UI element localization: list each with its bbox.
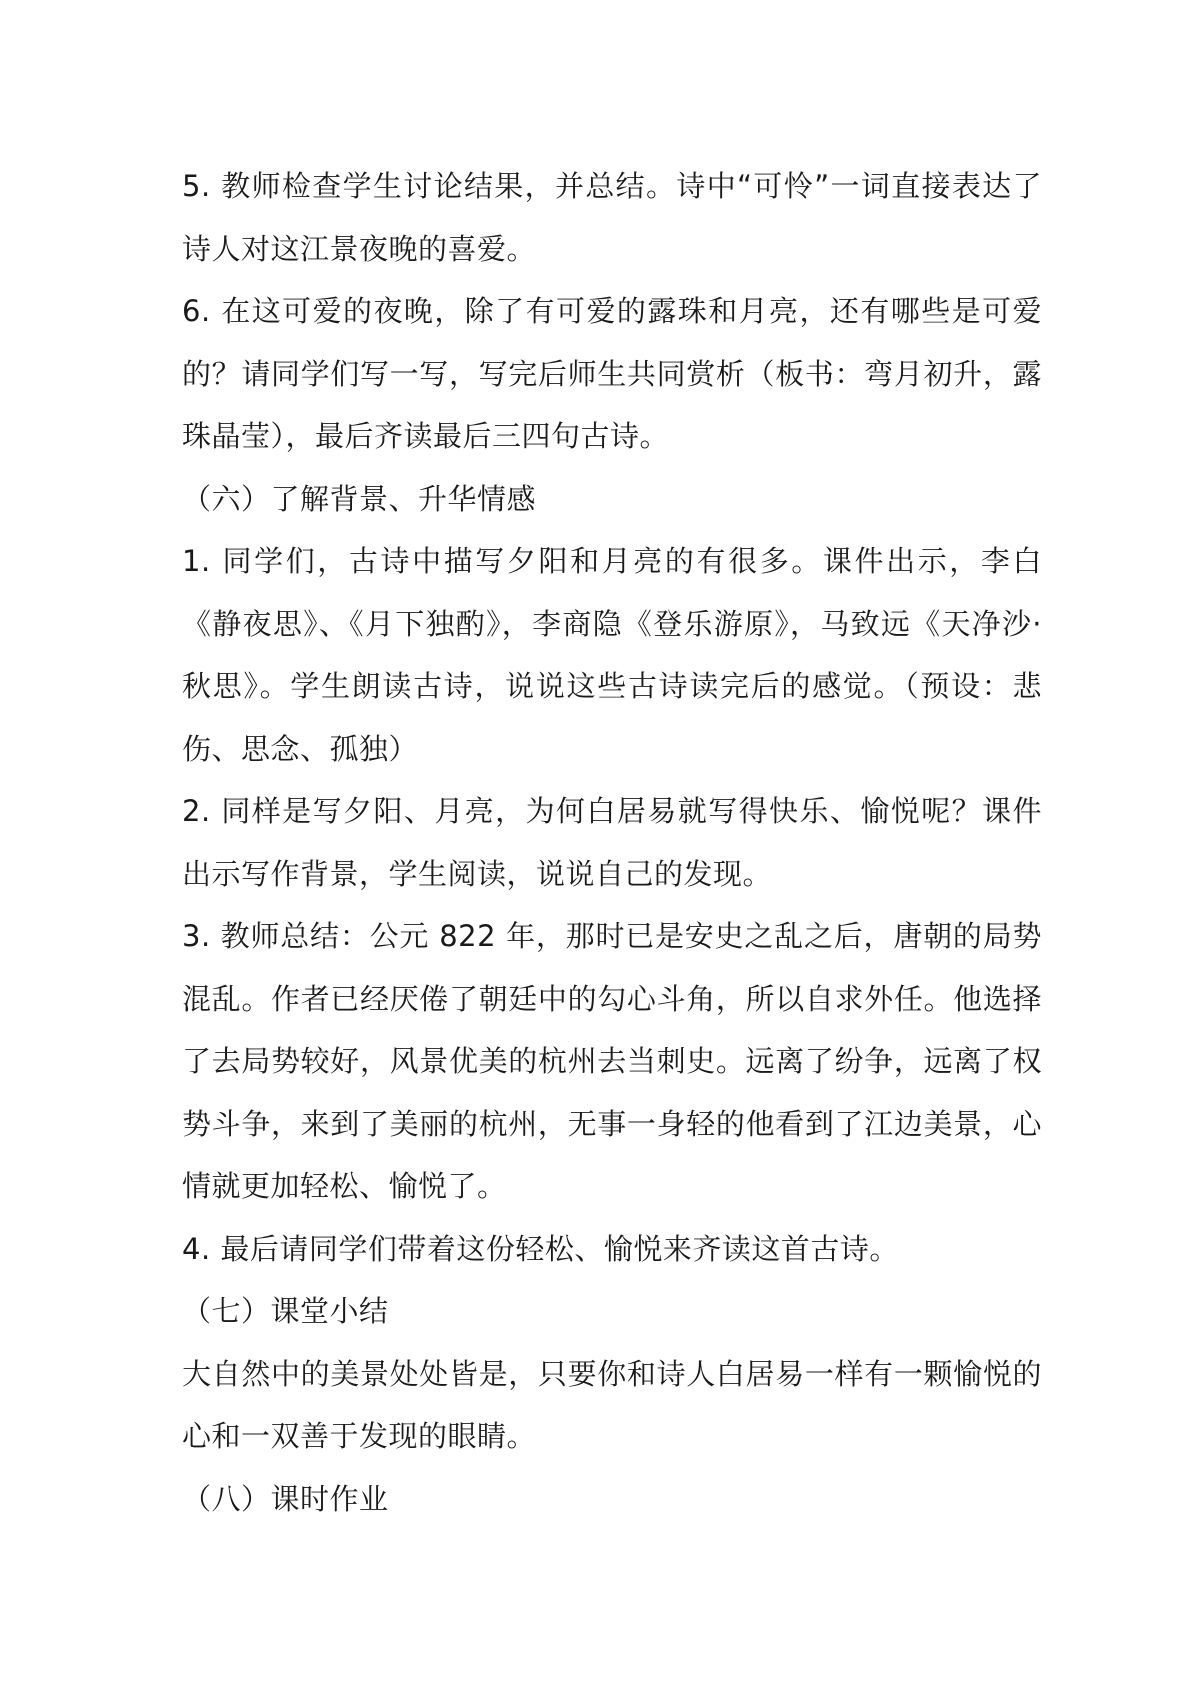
paragraph-step-5: 5. 教师检查学生讨论结果，并总结。诗中“可怜”一词直接表达了诗人对这江景夜晚的喜爱。	[182, 169, 1042, 266]
paragraph-summary: 大自然中的美景处处皆是，只要你和诗人白居易一样有一颗愉悦的心和一双善于发现的眼睛。	[182, 1356, 1042, 1453]
paragraph-background-3: 3. 教师总结：公元 822 年，那时已是安史之乱之后，唐朝的局势混乱。作者已经厌倦了朝廷中的勾心斗角，所以自求外任。他选择了去局势较好，风景优美的杭州去当刺史。远离了纷争，远离了权势斗争，来到了美丽的杭州，无事一身轻的他看到了江边美景，心情就更加轻松、愉悦了。	[182, 919, 1042, 1203]
section-heading-7: （七）课堂小结	[182, 1294, 389, 1328]
document-page	[182, 155, 1042, 1530]
section-heading-8: （八）课时作业	[182, 1481, 389, 1516]
paragraph-background-2: 2. 同样是写夕阳、月亮，为何白居易就写得快乐、愉悦呢？课件出示写作背景，学生阅读，说说自己的发现。	[182, 794, 1042, 891]
paragraph-background-1: 1. 同学们，古诗中描写夕阳和月亮的有很多。课件出示，李白《静夜思》、《月下独酌》，李商隐《登乐游原》，马致远《天净沙·秋思》。学生朗读古诗，说说这些古诗读完后的感觉。（预设：悲伤、思念、孤独）	[182, 544, 1042, 766]
section-heading-6: （六）了解背景、升华情感	[182, 481, 537, 516]
paragraph-step-6: 6. 在这可爱的夜晚，除了有可爱的露珠和月亮，还有哪些是可爱的？请同学们写一写，写完后师生共同赏析（板书：弯月初升，露珠晶莹），最后齐读最后三四句古诗。	[182, 294, 1042, 453]
paragraph-background-4: 4. 最后请同学们带着这份轻松、愉悦来齐读这首古诗。	[182, 1231, 899, 1266]
